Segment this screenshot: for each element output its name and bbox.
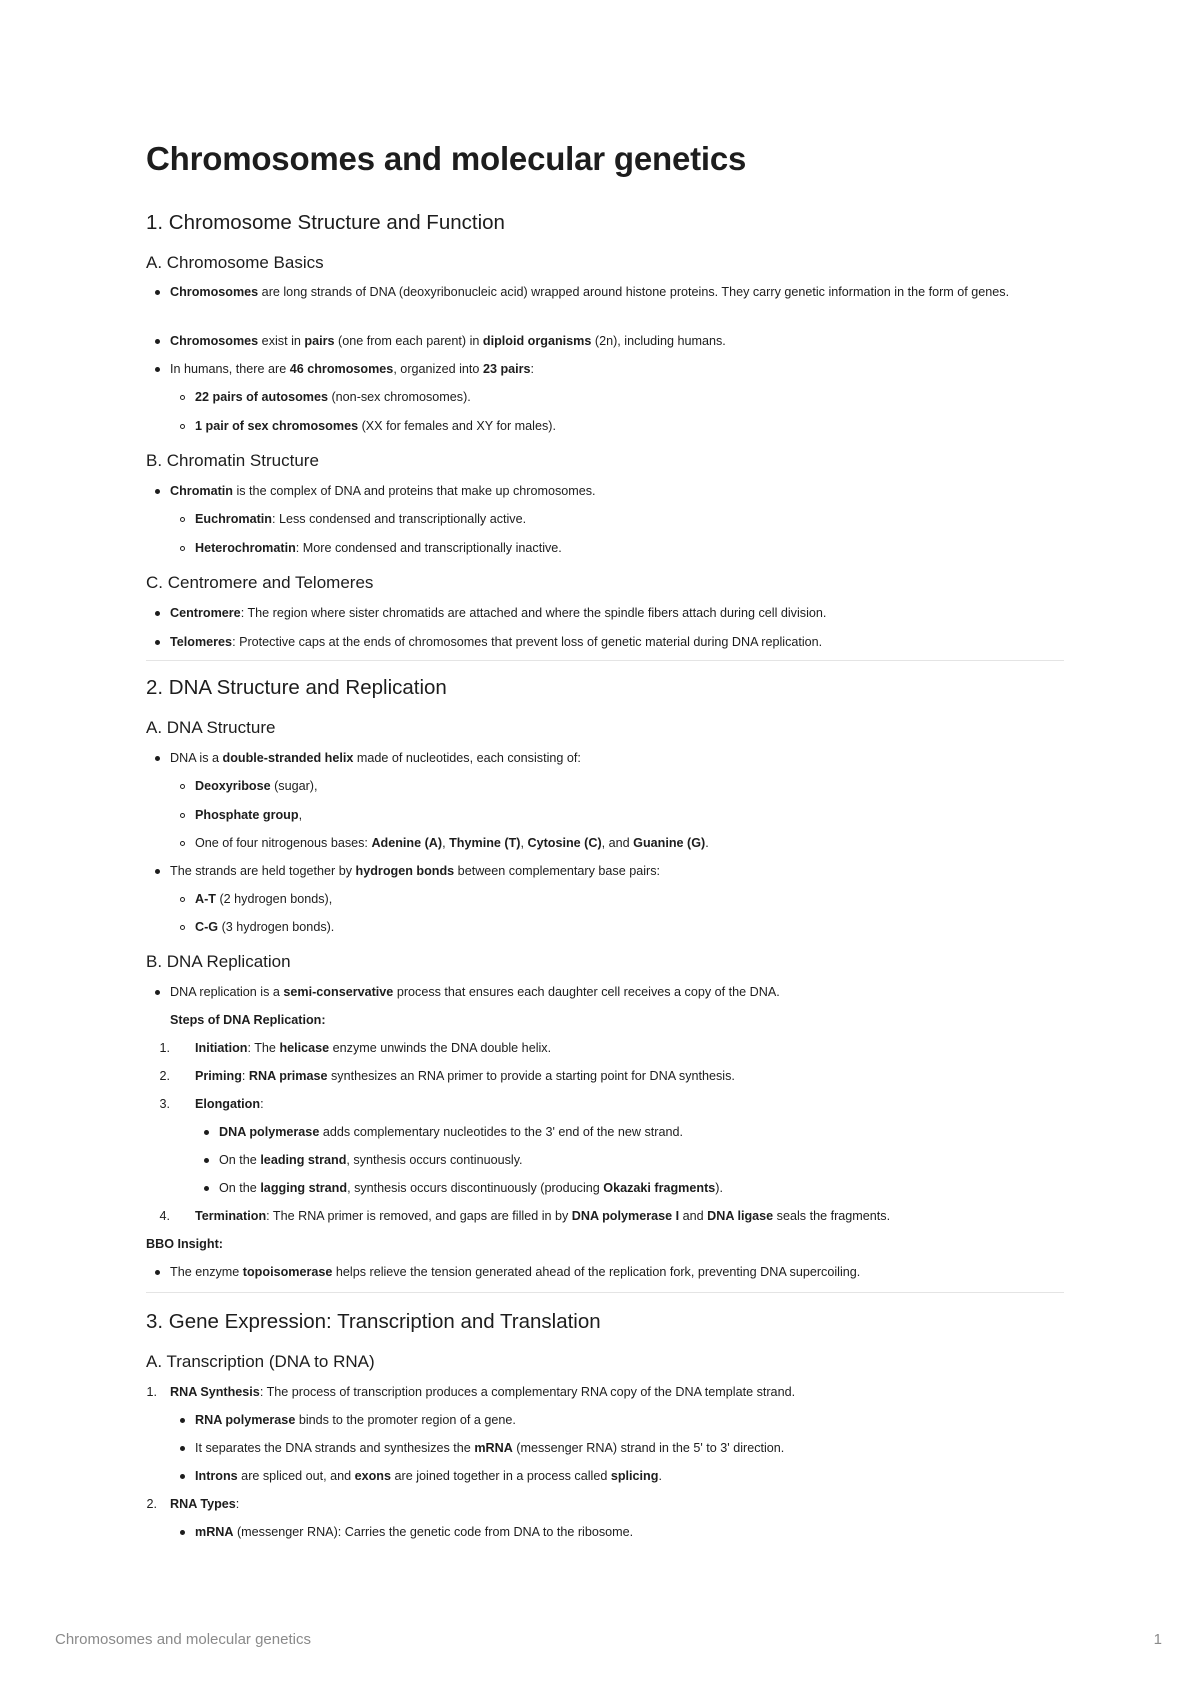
bullet-circle [180, 897, 185, 902]
bullet-circle [180, 517, 185, 522]
list-item: The enzyme topoisomerase helps relieve the tension generated ahead of the replication fork, preventing DNA supercoiling. [170, 1265, 861, 1279]
bullet-circle [180, 784, 185, 789]
step-number: 3. [159, 1097, 170, 1111]
bullet-disc [155, 990, 160, 995]
section-2a-heading: A. DNA Structure [146, 718, 276, 737]
list-item: DNA is a double-stranded helix made of nucleotides, each consisting of: [170, 751, 581, 765]
bullet-disc [155, 339, 160, 344]
step-number: 1. [146, 1385, 157, 1399]
bullet-disc [155, 756, 160, 761]
section-1c-heading: C. Centromere and Telomeres [146, 573, 374, 592]
list-item: In humans, there are 46 chromosomes, organized into 23 pairs: [170, 362, 535, 376]
list-item: mRNA (messenger RNA): Carries the genetic code from DNA to the ribosome. [195, 1525, 634, 1539]
bullet-disc [155, 640, 160, 645]
section-1a-heading: A. Chromosome Basics [146, 253, 324, 272]
list-item: Chromatin is the complex of DNA and proteins that make up chromosomes. [170, 484, 596, 498]
section-3a-heading: A. Transcription (DNA to RNA) [146, 1352, 375, 1371]
list-item: Priming: RNA primase synthesizes an RNA primer to provide a starting point for DNA synthesis. [195, 1069, 735, 1083]
list-item: It separates the DNA strands and synthesizes the mRNA (messenger RNA) strand in the 5' to 3' direction. [195, 1441, 785, 1455]
list-item: Heterochromatin: More condensed and transcriptionally inactive. [195, 541, 562, 555]
section-2b-heading: B. DNA Replication [146, 952, 291, 971]
section-3-heading: 3. Gene Expression: Transcription and Translation [146, 1310, 601, 1333]
bullet-circle [180, 546, 185, 551]
bullet-disc [180, 1530, 185, 1535]
list-item: 22 pairs of autosomes (non-sex chromosomes). [195, 390, 471, 404]
bullet-disc [180, 1474, 185, 1479]
list-item: Termination: The RNA primer is removed, and gaps are filled in by DNA polymerase I and DNA ligase seals the fragments. [195, 1209, 891, 1223]
bullet-disc [204, 1130, 209, 1135]
list-item: One of four nitrogenous bases: Adenine (A), Thymine (T), Cytosine (C), and Guanine (G). [195, 836, 709, 850]
list-item: RNA Types: [170, 1497, 240, 1511]
bullet-circle [180, 813, 185, 818]
list-item: Chromosomes exist in pairs (one from each parent) in diploid organisms (2n), including humans. [170, 334, 726, 348]
bullet-circle [180, 925, 185, 930]
step-number: 4. [159, 1209, 170, 1223]
bullet-disc [155, 611, 160, 616]
bullet-disc [155, 1270, 160, 1275]
list-item: Initiation: The helicase enzyme unwinds the DNA double helix. [195, 1041, 552, 1055]
list-item: Introns are spliced out, and exons are joined together in a process called splicing. [195, 1469, 662, 1483]
list-item: C-G (3 hydrogen bonds). [195, 920, 335, 934]
page-title: Chromosomes and molecular genetics [146, 140, 747, 177]
list-item: Centromere: The region where sister chromatids are attached and where the spindle fibers attach during cell division. [170, 606, 827, 620]
list-item: Chromosomes are long strands of DNA (deoxyribonucleic acid) wrapped around histone proteins. They carry genetic information in the form of genes. [170, 285, 1010, 299]
steps-label: Steps of DNA Replication: [170, 1013, 326, 1027]
list-item: The strands are held together by hydrogen bonds between complementary base pairs: [170, 864, 660, 878]
bullet-disc [180, 1446, 185, 1451]
section-divider [146, 660, 1064, 661]
section-2-heading: 2. DNA Structure and Replication [146, 676, 447, 699]
list-item: Telomeres: Protective caps at the ends of chromosomes that prevent loss of genetic material during DNA replication. [170, 635, 823, 649]
bullet-circle [180, 395, 185, 400]
list-item: DNA replication is a semi-conservative process that ensures each daughter cell receives a copy of the DNA. [170, 985, 780, 999]
list-item: RNA polymerase binds to the promoter region of a gene. [195, 1413, 516, 1427]
list-item: DNA polymerase adds complementary nucleotides to the 3' end of the new strand. [219, 1125, 683, 1139]
list-item: 1 pair of sex chromosomes (XX for females and XY for males). [195, 419, 556, 433]
list-item: On the lagging strand, synthesis occurs discontinuously (producing Okazaki fragments). [219, 1181, 723, 1195]
bullet-disc [155, 367, 160, 372]
bullet-disc [204, 1158, 209, 1163]
bullet-disc [204, 1186, 209, 1191]
bullet-disc [180, 1418, 185, 1423]
list-item: Elongation: [195, 1097, 264, 1111]
section-1b-heading: B. Chromatin Structure [146, 451, 319, 470]
step-number: 1. [159, 1041, 170, 1055]
bullet-circle [180, 424, 185, 429]
list-item: On the leading strand, synthesis occurs continuously. [219, 1153, 523, 1167]
section-1-heading: 1. Chromosome Structure and Function [146, 211, 505, 234]
list-item: A-T (2 hydrogen bonds), [195, 892, 333, 906]
footer-title: Chromosomes and molecular genetics [55, 1631, 311, 1648]
bullet-disc [155, 869, 160, 874]
insight-label: BBO Insight: [146, 1237, 223, 1251]
list-item: Phosphate group, [195, 808, 303, 822]
list-item: Deoxyribose (sugar), [195, 779, 318, 793]
list-item: RNA Synthesis: The process of transcription produces a complementary RNA copy of the DNA template strand. [170, 1385, 796, 1399]
list-item: Euchromatin: Less condensed and transcriptionally active. [195, 512, 527, 526]
page-number: 1 [1153, 1631, 1162, 1648]
bullet-circle [180, 841, 185, 846]
step-number: 2. [159, 1069, 170, 1083]
section-divider [146, 1292, 1064, 1293]
step-number: 2. [146, 1497, 157, 1511]
bullet-disc [155, 489, 160, 494]
bullet-disc [155, 290, 160, 295]
